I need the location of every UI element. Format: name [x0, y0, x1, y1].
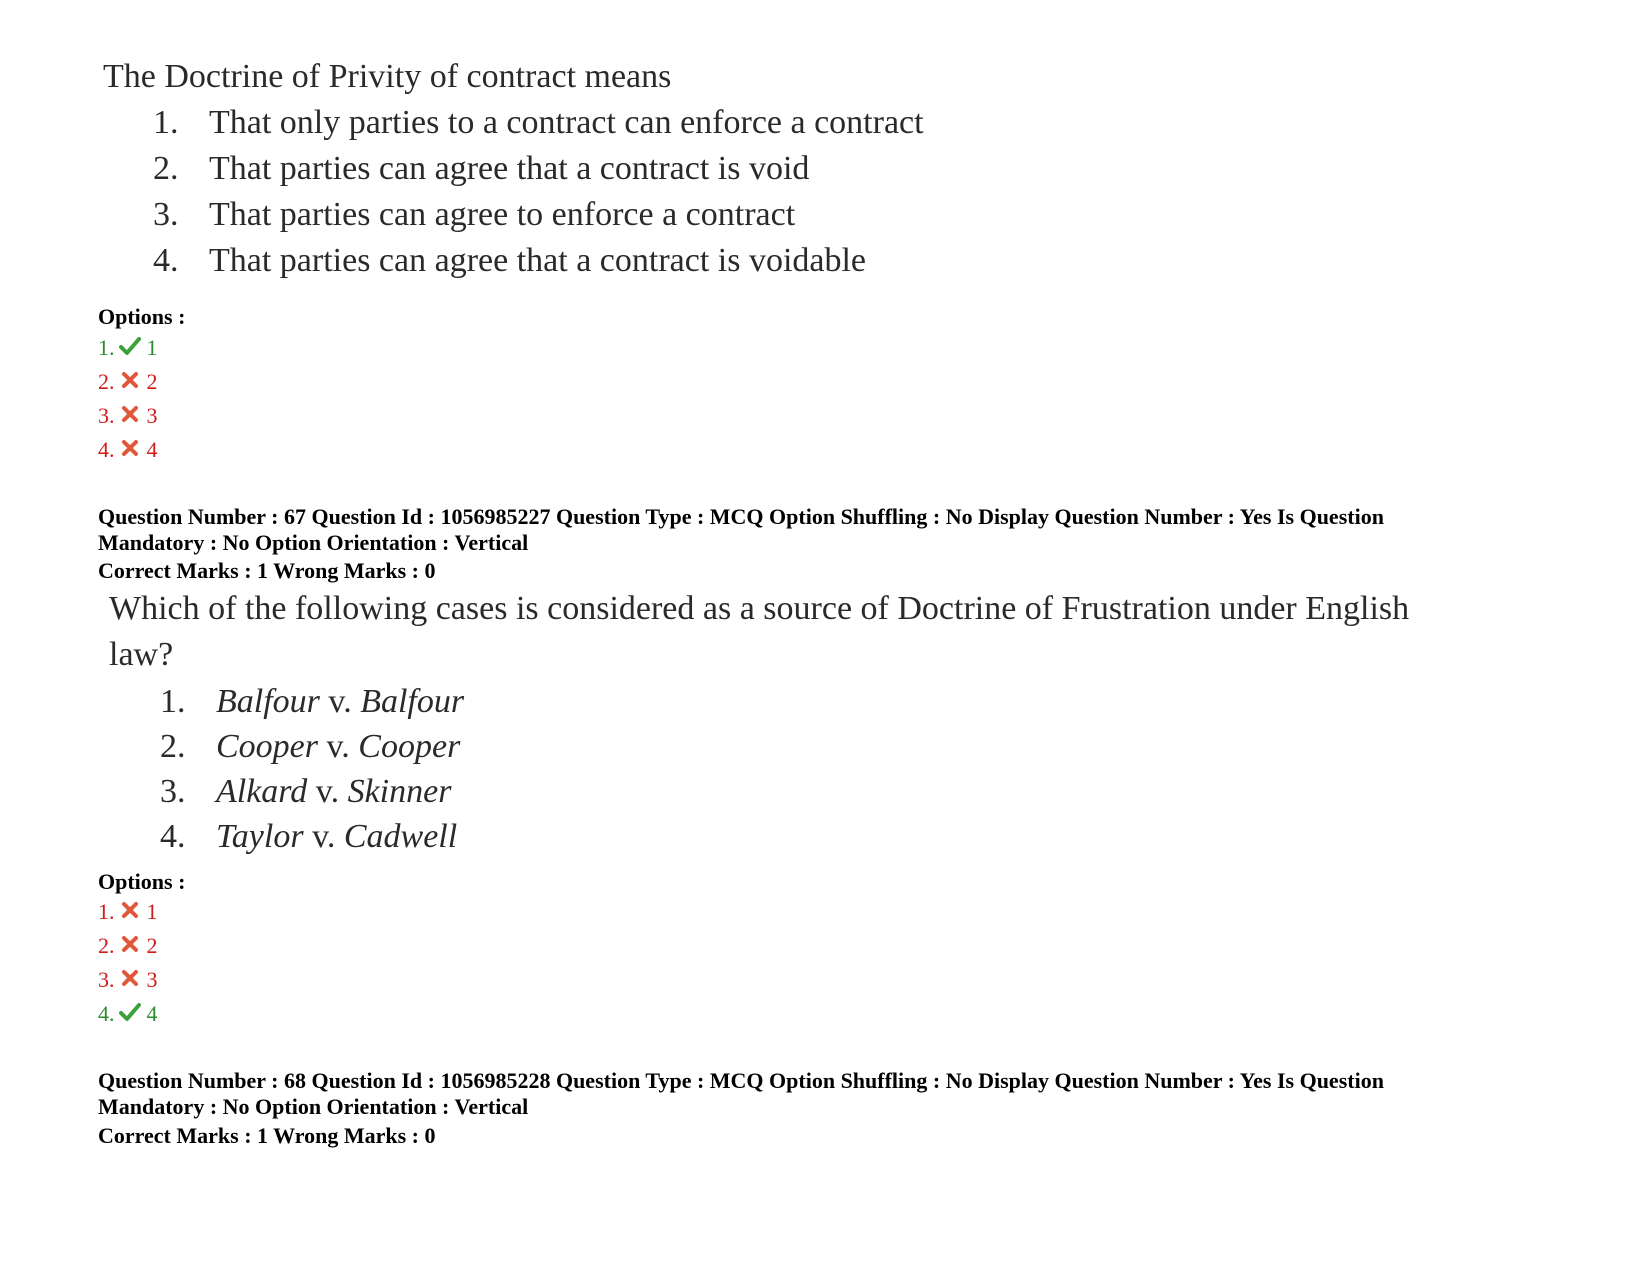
q66-options-label: Options : [98, 304, 186, 329]
cross-icon [119, 403, 141, 425]
q66-stem: The Doctrine of Privity of contract means [103, 58, 672, 95]
q67-options [98, 895, 158, 1031]
q68-meta-line1: Question Number : 68 Question Id : 1056985228 Question Type : MCQ Option Shuffling : No Display Question Number : Yes Is Question [98, 1068, 1384, 1093]
q67-choice: 4. Taylor v. Cadwell [160, 818, 458, 855]
cross-icon [119, 437, 141, 459]
option-row: 2. 2 [98, 369, 158, 394]
option-row: 2. 2 [98, 933, 158, 958]
q66-options [98, 331, 158, 467]
q68-marks: Correct Marks : 1 Wrong Marks : 0 [98, 1123, 436, 1148]
q66-question [103, 58, 671, 96]
q67-question [109, 590, 1409, 682]
q67-stem-line2: law? [109, 636, 174, 673]
q67-choice-list [160, 683, 464, 863]
q67-meta [98, 504, 1384, 556]
q66-choice: 2. That parties can agree that a contract is void [153, 150, 810, 187]
q67-choice: 3. Alkard v. Skinner [160, 773, 452, 810]
cross-icon [119, 933, 141, 955]
q68-meta-line2: Mandatory : No Option Orientation : Vertical [98, 1094, 529, 1119]
cross-icon [119, 899, 141, 921]
q67-stem-line1: Which of the following cases is considered as a source of Doctrine of Frustration under English [109, 590, 1410, 627]
q66-choice: 4. That parties can agree that a contract is voidable [153, 242, 867, 279]
q67-meta-line2: Mandatory : No Option Orientation : Vertical [98, 530, 529, 555]
q66-choice: 1. That only parties to a contract can enforce a contract [153, 104, 924, 141]
q67-meta-line1: Question Number : 67 Question Id : 1056985227 Question Type : MCQ Option Shuffling : No Display Question Number : Yes Is Question [98, 504, 1384, 529]
q67-marks: Correct Marks : 1 Wrong Marks : 0 [98, 558, 436, 583]
q68-meta [98, 1068, 1384, 1120]
q66-choice: 3. That parties can agree to enforce a contract [153, 196, 796, 233]
cross-icon [119, 967, 141, 989]
option-row: 1. 1 [98, 899, 158, 924]
q66-choice-list [153, 104, 924, 288]
check-icon [119, 1001, 141, 1023]
q67-choice: 1. Balfour v. Balfour [160, 683, 465, 720]
option-row: 3. 3 [98, 967, 158, 992]
q67-choice: 2. Cooper v. Cooper [160, 728, 461, 765]
option-row: 3. 3 [98, 403, 158, 428]
q67-options-label: Options : [98, 869, 186, 894]
check-icon [119, 335, 141, 357]
option-row: 1. 1 [98, 335, 158, 360]
cross-icon [119, 369, 141, 391]
option-row: 4. 4 [98, 437, 158, 462]
option-row: 4. 4 [98, 1001, 158, 1026]
